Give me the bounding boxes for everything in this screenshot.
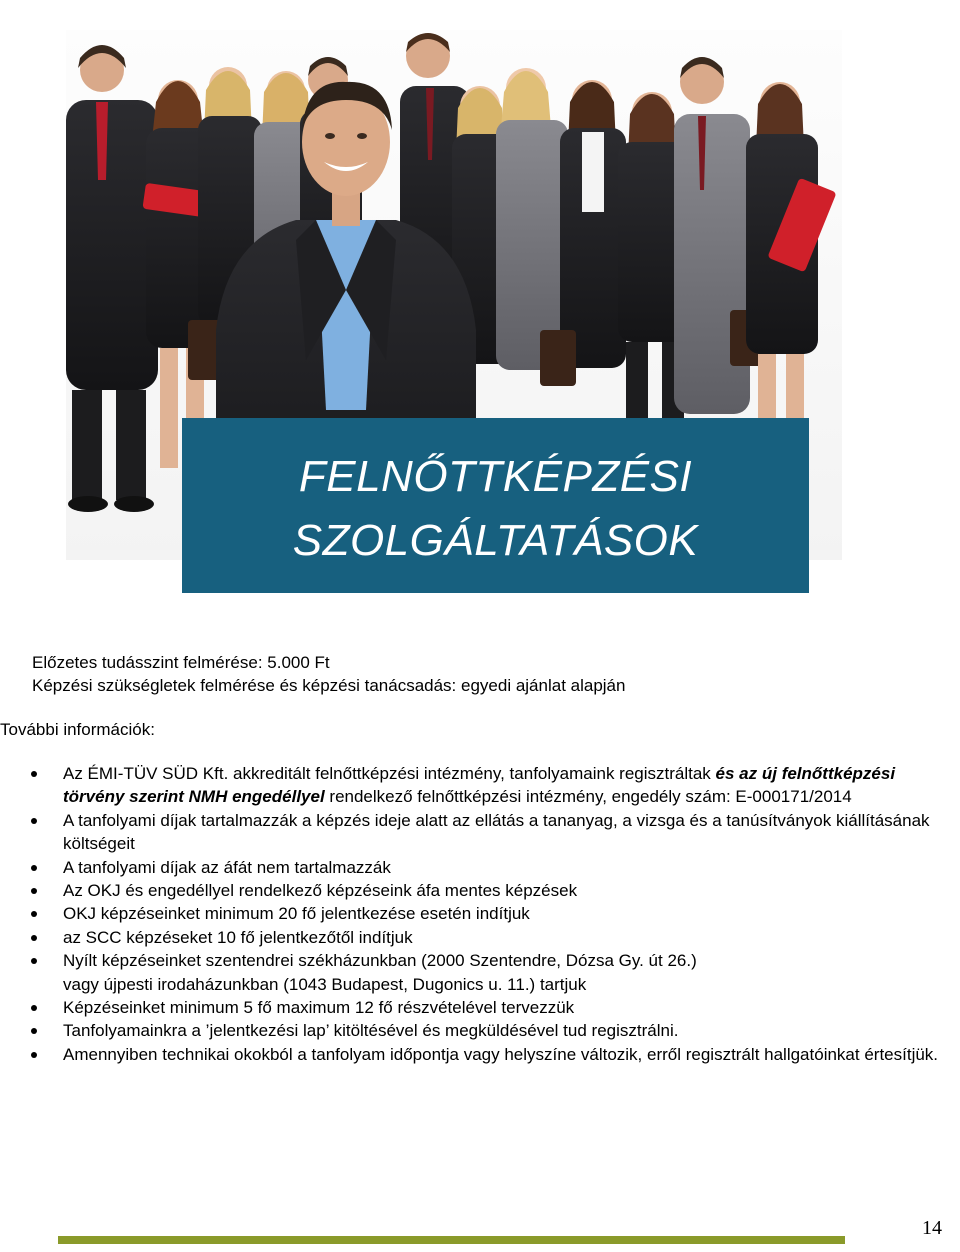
list-item	[0, 996, 950, 1019]
list-item	[0, 902, 950, 925]
person-blonde-woman-grey-suit	[496, 68, 568, 370]
list-item-text: rendelkező felnőttképzési intézmény, engedély szám: E-000171/2014	[324, 787, 852, 807]
person-woman-white-shirt	[560, 80, 626, 368]
banner-title-line-1: FELNŐTTKÉPZÉSI	[298, 452, 693, 501]
briefcase-icon	[540, 330, 576, 386]
list-item-emphasis: és az	[715, 764, 762, 783]
more-info-heading: További információk:	[0, 720, 155, 739]
list-item	[0, 762, 950, 809]
intro-line-consulting: Képzési szükségletek felmérése és képzési tanácsadás: egyedi ajánlat alapján	[32, 676, 626, 695]
title-banner	[182, 418, 809, 593]
list-item	[0, 856, 950, 879]
list-item-text: Az OKJ és engedéllyel rendelkező képzéseink áfa mentes képzések	[63, 881, 578, 901]
list-item-text: A tanfolyami díjak az áfát nem tartalmazzák	[63, 857, 391, 877]
list-item-text: az SCC képzéseket 10 fő jelentkezőtől indítjuk	[63, 927, 413, 947]
list-item-text: Tanfolyamainkra a ’jelentkezési lap’ kitöltésével és megküldésével tud regisztrálni.	[63, 1021, 679, 1041]
intro-prices	[32, 651, 625, 697]
list-item-text: Nyílt képzéseinket szentendrei székházunkban (2000 Szentendre, Dózsa Gy. út 26.)	[63, 951, 697, 971]
list-item-text: A tanfolyami díjak tartalmazzák a képzés ideje alatt az ellátás a tananyag, a vizsga és a tanúsítványok kiállításának költségeit	[63, 810, 930, 854]
person-left-man	[66, 45, 158, 512]
list-item	[0, 1043, 950, 1066]
person-woman-red-folder-right	[746, 82, 837, 474]
banner-title-line-2: SZOLGÁLTATÁSOK	[292, 516, 699, 565]
list-item	[0, 879, 950, 902]
list-item-text: OKJ képzéseinket minimum 20 fő jelentkezése esetén indítjuk	[63, 904, 530, 924]
list-item-text: Amennyiben technikai okokból a tanfolyam időpontja vagy helyszíne változik, erről regisztrált hallgatóinkat értesítjük.	[63, 1044, 939, 1064]
info-list	[0, 762, 950, 1066]
list-item	[0, 926, 950, 949]
list-item	[0, 949, 950, 996]
list-item-text: Az ÉMI-TÜV SÜD Kft. akkreditált felnőttképzési intézmény, tanfolyamaink regisztráltak	[63, 764, 716, 783]
list-item-text: Képzéseinket minimum 5 fő maximum 12 fő részvételével tervezzük	[63, 998, 575, 1018]
footer-divider-bar	[58, 1236, 845, 1244]
list-item-text: vagy újpesti irodaházunkban (1043 Budapest, Dugonics u. 11.) tartjuk	[63, 974, 587, 994]
page-number: 14	[922, 1217, 942, 1239]
list-item	[0, 1019, 950, 1042]
list-item-emphasis: új felnőttképzési törvény szerint NMH engedéllyel	[63, 764, 896, 807]
list-item	[0, 809, 950, 856]
intro-line-assessment-price: Előzetes tudásszint felmérése: 5.000 Ft	[32, 653, 330, 672]
